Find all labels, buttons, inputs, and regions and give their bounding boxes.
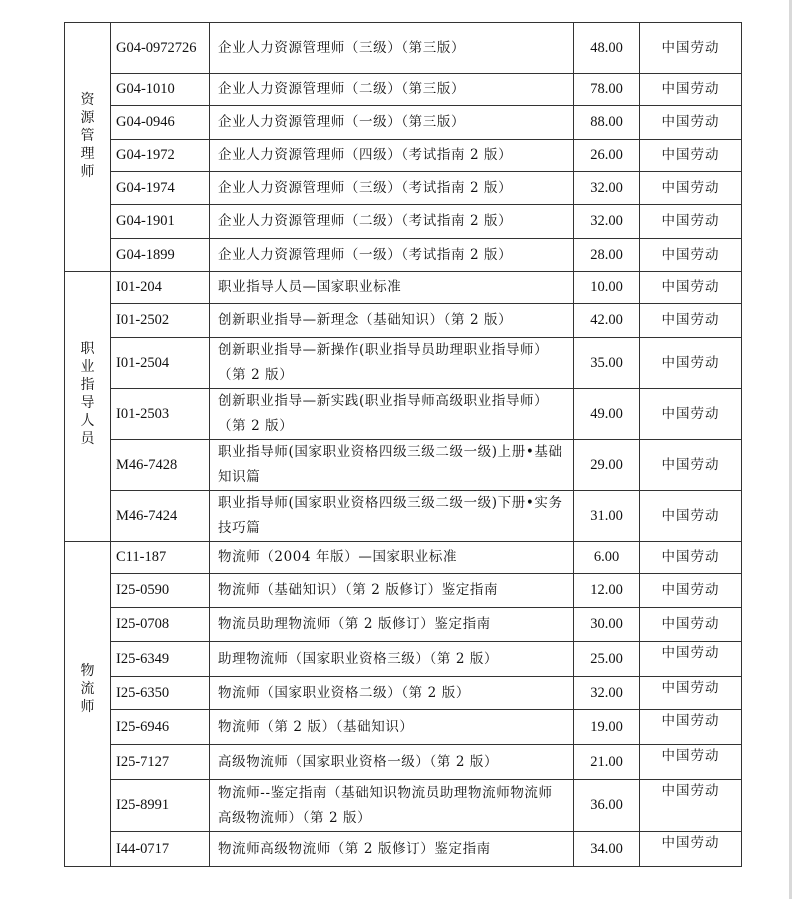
book-publisher: 中国劳动 <box>640 677 742 710</box>
book-title: 物流师（第 2 版）（基础知识） <box>210 710 574 745</box>
book-price: 6.00 <box>574 542 640 574</box>
book-price: 88.00 <box>574 106 640 140</box>
book-price: 19.00 <box>574 710 640 745</box>
book-price: 32.00 <box>574 677 640 710</box>
book-publisher: 中国劳动 <box>640 608 742 642</box>
book-code: G04-0946 <box>111 106 210 140</box>
book-code: I25-7127 <box>111 745 210 780</box>
book-title: 企业人力资源管理师（二级）（第三版） <box>210 74 574 106</box>
book-code: G04-1010 <box>111 74 210 106</box>
book-title: 创新职业指导—新操作(职业指导员助理职业指导师）（第 2 版） <box>210 338 574 389</box>
book-price: 48.00 <box>574 23 640 74</box>
book-title: 创新职业指导—新实践(职业指导师高级职业指导师）（第 2 版） <box>210 389 574 440</box>
book-title: 企业人力资源管理师（二级）（考试指南 2 版） <box>210 205 574 239</box>
book-code: I25-0708 <box>111 608 210 642</box>
book-catalog-table <box>64 22 742 867</box>
book-title: 职业指导人员—国家职业标准 <box>210 272 574 304</box>
book-title: 企业人力资源管理师（三级）（第三版） <box>210 23 574 74</box>
book-code: I44-0717 <box>111 832 210 867</box>
book-code: G04-1901 <box>111 205 210 239</box>
book-publisher: 中国劳动 <box>640 780 742 832</box>
category-cell <box>65 23 111 272</box>
book-code: M46-7428 <box>111 440 210 491</box>
book-publisher: 中国劳动 <box>640 832 742 867</box>
book-price: 32.00 <box>574 205 640 239</box>
book-publisher: 中国劳动 <box>640 491 742 542</box>
book-title: 物流师（2004 年版）—国家职业标准 <box>210 542 574 574</box>
book-code: I25-6946 <box>111 710 210 745</box>
book-title: 助理物流师（国家职业资格三级）（第 2 版） <box>210 642 574 677</box>
book-publisher: 中国劳动 <box>640 106 742 140</box>
book-title: 职业指导师(国家职业资格四级三级二级一级)下册•实务技巧篇 <box>210 491 574 542</box>
book-price: 78.00 <box>574 74 640 106</box>
book-title: 物流师（基础知识）（第 2 版修订）鉴定指南 <box>210 574 574 608</box>
book-code: I01-2503 <box>111 389 210 440</box>
book-title: 企业人力资源管理师（一级）（考试指南 2 版） <box>210 239 574 272</box>
book-code: G04-0972726 <box>111 23 210 74</box>
book-price: 34.00 <box>574 832 640 867</box>
book-code: C11-187 <box>111 542 210 574</box>
book-code: G04-1899 <box>111 239 210 272</box>
book-title: 企业人力资源管理师（一级）（第三版） <box>210 106 574 140</box>
book-code: M46-7424 <box>111 491 210 542</box>
book-price: 30.00 <box>574 608 640 642</box>
book-code: I25-6350 <box>111 677 210 710</box>
book-publisher: 中国劳动 <box>640 710 742 745</box>
book-title: 企业人力资源管理师（三级）（考试指南 2 版） <box>210 172 574 205</box>
category-label: 物流师 <box>80 663 95 715</box>
book-publisher: 中国劳动 <box>640 389 742 440</box>
book-price: 35.00 <box>574 338 640 389</box>
book-publisher: 中国劳动 <box>640 745 742 780</box>
category-cell <box>65 272 111 542</box>
book-publisher: 中国劳动 <box>640 338 742 389</box>
book-price: 10.00 <box>574 272 640 304</box>
book-publisher: 中国劳动 <box>640 74 742 106</box>
book-code: I01-2502 <box>111 304 210 338</box>
book-code: I01-2504 <box>111 338 210 389</box>
book-code: G04-1974 <box>111 172 210 205</box>
book-price: 36.00 <box>574 780 640 832</box>
book-publisher: 中国劳动 <box>640 172 742 205</box>
category-label: 职业指导人员 <box>80 341 95 447</box>
book-code: I25-0590 <box>111 574 210 608</box>
book-price: 29.00 <box>574 440 640 491</box>
book-title: 物流师高级物流师（第 2 版修订）鉴定指南 <box>210 832 574 867</box>
book-title: 职业指导师(国家职业资格四级三级二级一级)上册•基础知识篇 <box>210 440 574 491</box>
book-price: 25.00 <box>574 642 640 677</box>
book-title: 高级物流师（国家职业资格一级）（第 2 版） <box>210 745 574 780</box>
book-title: 物流师--鉴定指南（基础知识物流员助理物流师物流师高级物流师）（第 2 版） <box>210 780 574 832</box>
book-title: 企业人力资源管理师（四级）（考试指南 2 版） <box>210 140 574 172</box>
category-cell <box>65 542 111 867</box>
book-price: 32.00 <box>574 172 640 205</box>
book-title: 物流师（国家职业资格二级）（第 2 版） <box>210 677 574 710</box>
book-price: 12.00 <box>574 574 640 608</box>
book-publisher: 中国劳动 <box>640 574 742 608</box>
book-price: 42.00 <box>574 304 640 338</box>
book-publisher: 中国劳动 <box>640 304 742 338</box>
book-price: 26.00 <box>574 140 640 172</box>
book-code: I25-8991 <box>111 780 210 832</box>
book-title: 创新职业指导—新理念（基础知识）（第 2 版） <box>210 304 574 338</box>
book-publisher: 中国劳动 <box>640 642 742 677</box>
book-code: G04-1972 <box>111 140 210 172</box>
book-title: 物流员助理物流师（第 2 版修订）鉴定指南 <box>210 608 574 642</box>
category-label: 资源管理师 <box>80 92 95 180</box>
book-publisher: 中国劳动 <box>640 23 742 74</box>
book-price: 28.00 <box>574 239 640 272</box>
book-publisher: 中国劳动 <box>640 440 742 491</box>
book-code: I01-204 <box>111 272 210 304</box>
book-price: 49.00 <box>574 389 640 440</box>
book-publisher: 中国劳动 <box>640 542 742 574</box>
book-code: I25-6349 <box>111 642 210 677</box>
book-publisher: 中国劳动 <box>640 239 742 272</box>
book-publisher: 中国劳动 <box>640 272 742 304</box>
book-publisher: 中国劳动 <box>640 140 742 172</box>
book-price: 21.00 <box>574 745 640 780</box>
book-price: 31.00 <box>574 491 640 542</box>
book-publisher: 中国劳动 <box>640 205 742 239</box>
